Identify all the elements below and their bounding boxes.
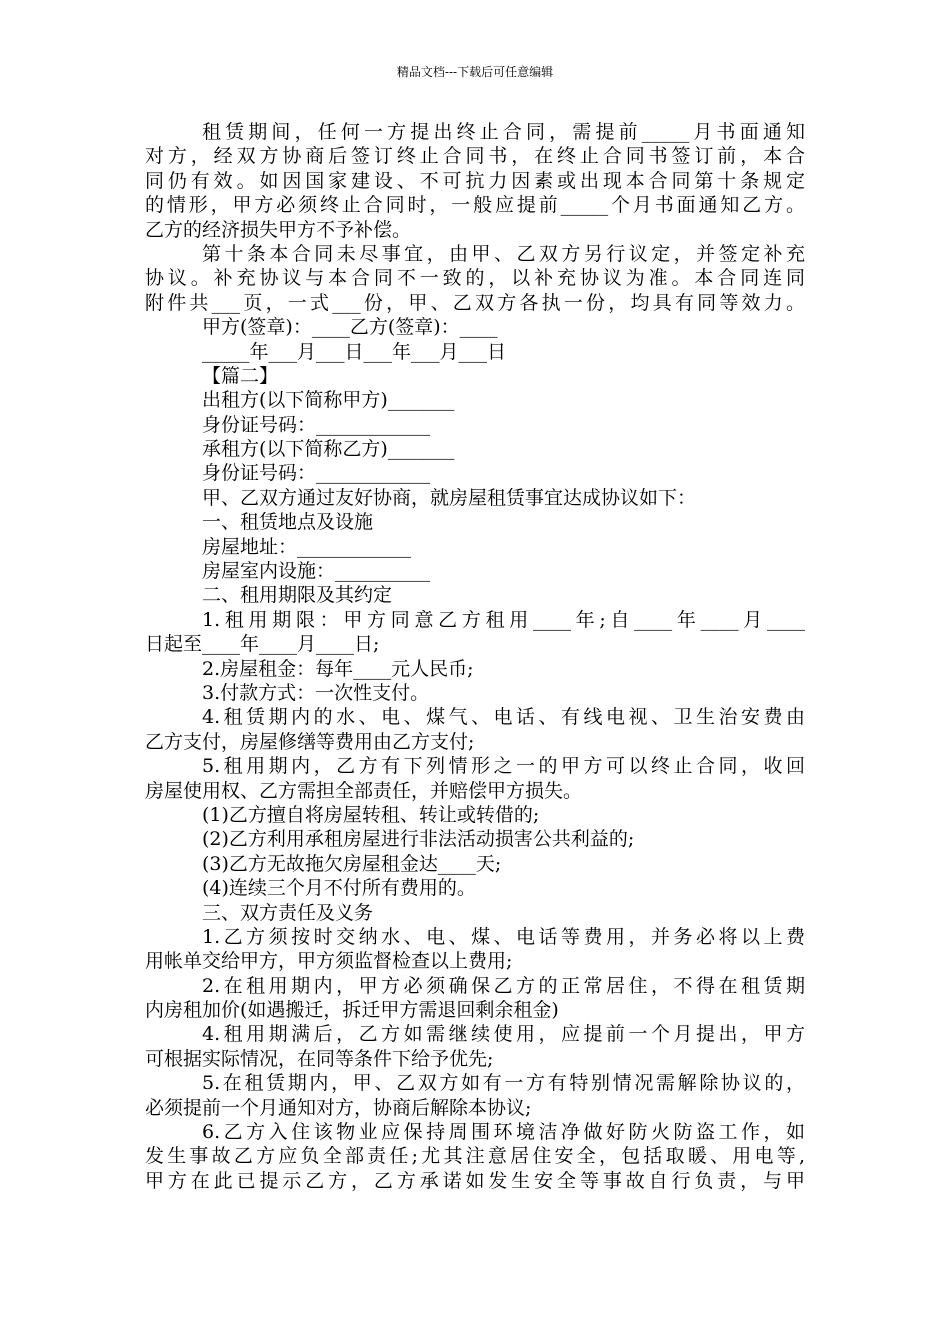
text-line: 可根据实际情况，在同等条件下给予优先; xyxy=(145,1047,494,1070)
text-line: 2.房屋租金：每年____元人民币; xyxy=(202,657,474,680)
text-line: (4)连续三个月不付所有费用的。 xyxy=(202,877,476,900)
text-line: (2)乙方利用承租房屋进行非法活动损害公共利益的; xyxy=(202,828,635,851)
text-line: (1)乙方擅自将房屋转租、转让或转借的; xyxy=(202,803,540,826)
text-line: 必须提前一个月通知对方，协商后解除本协议; xyxy=(145,1096,532,1119)
text-line: 三、双方责任及义务 xyxy=(202,901,374,924)
text-line: 身份证号码：____________ xyxy=(202,462,431,485)
text-line: 发生事故乙方应负全部责任;尤其注意居住安全，包括取暖、用电等, xyxy=(145,1145,805,1168)
text-line: 房屋地址：____________ xyxy=(202,535,412,558)
text-line: 5.租用期内，乙方有下列情形之一的甲方可以终止合同，收回 xyxy=(202,755,805,778)
text-line: 甲方在此已提示乙方，乙方承诺如发生安全等事故自行负责，与甲 xyxy=(145,1169,805,1192)
text-line: 房屋室内设施：__________ xyxy=(202,560,431,583)
text-line: 4.租赁期内的水、电、煤气、电话、有线电视、卫生治安费由 xyxy=(202,706,805,729)
text-line: 【篇二】 xyxy=(202,364,279,387)
text-line: 2.在租用期内，甲方必须确保乙方的正常居住，不得在租赁期 xyxy=(202,974,805,997)
text-line: 4.租用期满后，乙方如需继续使用，应提前一个月提出，甲方 xyxy=(202,1023,805,1046)
text-line: 乙方支付，房屋修缮等费用由乙方支付; xyxy=(145,730,475,753)
text-line: 6.乙方入住该物业应保持周围环境洁净做好防火防盗工作，如 xyxy=(202,1121,805,1144)
text-line: 房屋使用权、乙方需担全部责任，并赔偿甲方损失。 xyxy=(145,779,583,802)
text-line: 1.乙方须按时交纳水、电、煤、电话等费用，并务必将以上费 xyxy=(202,925,805,948)
text-line: 二、租用期限及其约定 xyxy=(202,584,393,607)
text-line: 承租方(以下简称乙方)_______ xyxy=(202,438,455,461)
text-line: 协议。补充协议与本合同不一致的，以补充协议为准。本合同连同 xyxy=(145,267,805,290)
text-line: 甲方(签章)：____乙方(签章)：____ xyxy=(202,316,498,339)
text-line: 日起至____年____月____日; xyxy=(145,633,380,656)
text-line: 身份证号码：____________ xyxy=(202,413,431,436)
text-line: 3.付款方式：一次性支付。 xyxy=(202,681,430,704)
text-line: 同仍有效。如因国家建设、不可抗力因素或出现本合同第十条规定 xyxy=(145,169,805,192)
text-line: 内房租加价(如遇搬迁，拆迁甲方需退回剩余租金) xyxy=(145,999,559,1022)
text-line: (3)乙方无故拖欠房屋租金达____天; xyxy=(202,852,502,875)
text-line: 一、租赁地点及设施 xyxy=(202,511,374,534)
text-line: 用帐单交给甲方，甲方须监督检查以上费用; xyxy=(145,950,513,973)
text-line: 出租方(以下简称甲方)_______ xyxy=(202,389,455,412)
text-line: 甲、乙双方通过友好协商，就房屋租赁事宜达成协议如下： xyxy=(202,486,697,509)
text-line: _____年___月___日___年___月___日 xyxy=(202,340,507,363)
text-line: 1.租用期限：甲方同意乙方租用____年;自____年____月____ xyxy=(202,608,805,631)
text-line: 5.在租赁期内，甲、乙双方如有一方有特别情况需解除协议的， xyxy=(202,1072,805,1095)
text-line: 的情形，甲方必须终止合同时，一般应提前_____个月书面通知乙方。 xyxy=(145,194,805,217)
text-line: 乙方的经济损失甲方不予补偿。 xyxy=(145,218,412,241)
text-line: 第十条本合同未尽事宜，由甲、乙双方另行议定，并签定补充 xyxy=(202,242,805,265)
text-line: 对方，经双方协商后签订终止合同书，在终止合同书签订前，本合 xyxy=(145,145,805,168)
page-header: 精品文档---下载后可任意编辑 xyxy=(396,65,554,79)
text-line: 租赁期间，任何一方提出终止合同，需提前_____月书面通知 xyxy=(202,121,805,143)
document-body xyxy=(145,120,805,1193)
text-line: 附件共___页，一式___份，甲、乙双方各执一份，均具有同等效力。 xyxy=(145,291,805,314)
